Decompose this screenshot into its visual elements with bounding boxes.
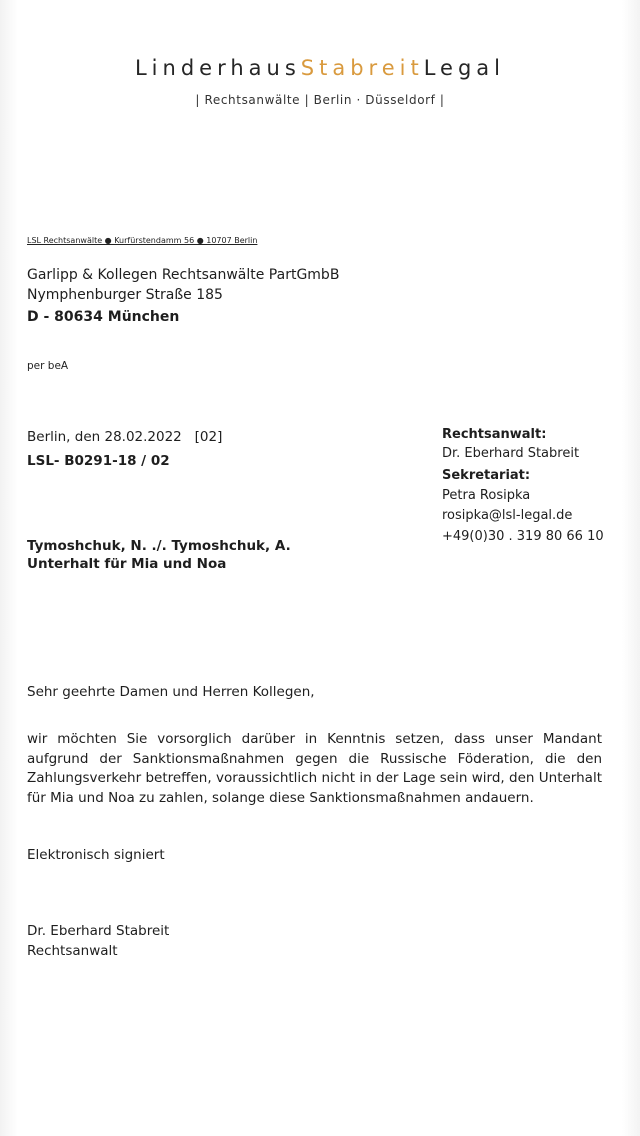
reference-number: LSL- B0291-18 / 02 (27, 453, 170, 469)
letter-body: wir möchten Sie vorsorglich darüber in Kenntnis setzen, dass unser Mandant aufgrund der Sanktionsmaßnahmen gegen die Russische Föderation, die den Zahlungsverkehr betreffen, voraussichtlich nicht in der Lage sein wird, den Unterhalt für Mia und Noa zu zahlen, solange diese Sanktionsmaßnahmen andauern. (27, 731, 602, 806)
logo-part-stabreit: Stabreit (300, 56, 424, 80)
salutation: Sehr geehrte Damen und Herren Kollegen, (27, 684, 315, 700)
signed-note: Elektronisch signiert (27, 847, 165, 863)
sender-address-line: LSL Rechtsanwälte ● Kurfürstendamm 56 ● 10707 Berlin (27, 236, 258, 245)
secretary-phone: +49(0)30 . 319 80 66 10 (442, 529, 604, 544)
recipient-line-2: Nymphenburger Straße 185 (27, 287, 223, 303)
secretariat-label: Sekretariat: (442, 468, 531, 483)
signature-name: Dr. Eberhard Stabreit (27, 923, 170, 939)
logo-part-linderhaus: Linderhaus (134, 56, 301, 80)
date-line: Berlin, den 28.02.2022 [02] (27, 429, 223, 445)
firm-tagline: | Rechtsanwälte | Berlin · Düsseldorf | (195, 93, 445, 107)
secretary-name: Petra Rosipka (442, 488, 531, 503)
lawyer-name: Dr. Eberhard Stabreit (442, 446, 580, 461)
lawyer-label: Rechtsanwalt: (442, 427, 547, 442)
secretary-email: rosipka@lsl-legal.de (442, 508, 573, 523)
subject-line-2: Unterhalt für Mia und Noa (27, 556, 227, 572)
logo-part-legal: Legal (423, 56, 506, 80)
firm-logo (0, 56, 640, 80)
recipient-line-3: D - 80634 München (27, 309, 180, 325)
signature-title: Rechtsanwalt (27, 943, 118, 959)
delivery-method: per beA (27, 360, 69, 372)
subject-line-1: Tymoshchuk, N. ./. Tymoshchuk, A. (27, 538, 291, 554)
recipient-line-1: Garlipp & Kollegen Rechtsanwälte PartGmbB (27, 267, 340, 283)
